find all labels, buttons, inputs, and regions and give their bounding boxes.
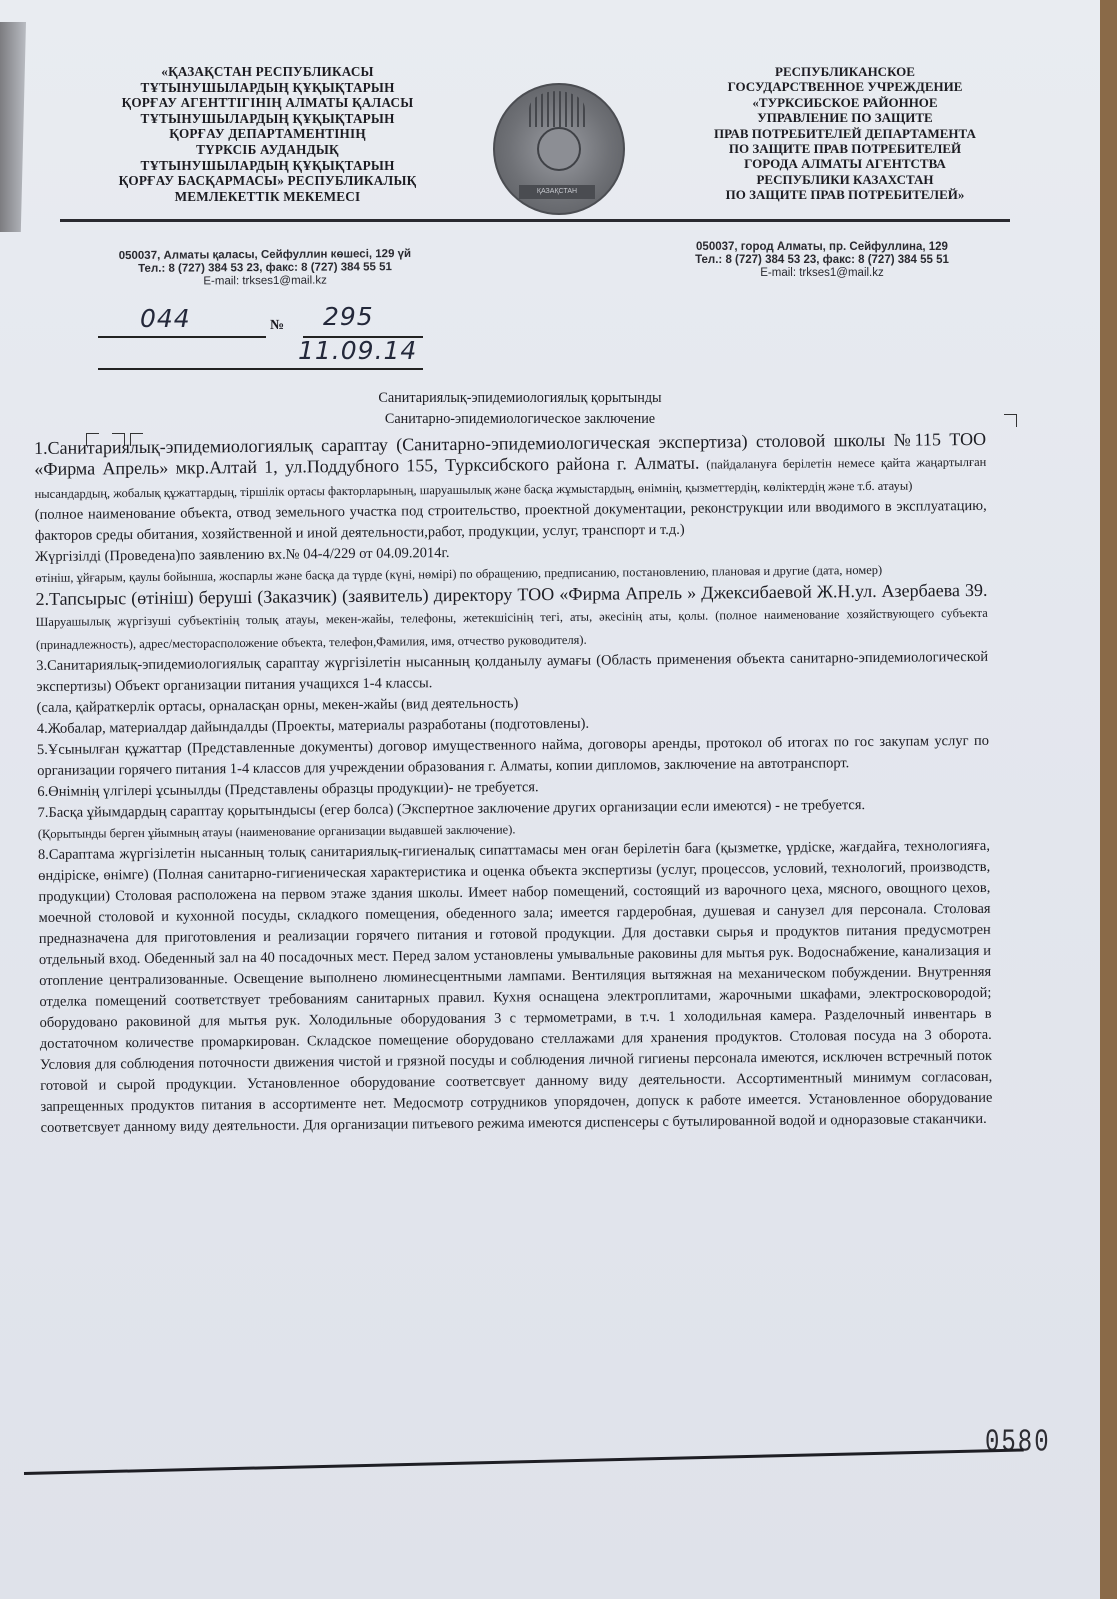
conducted-note: өтініш, ұйғарым, қаулы бойынша, жоспарлы және басқа да түрде (күні, нөмірі) по обращению, предписанию, постановлению, плановая и другие (дата, номер) [35,562,883,585]
corner-mark [1004,414,1017,427]
section-2 [35,580,988,656]
section-1-kz-note: (пайдалануға берілетін немесе қайта жаңартылған нысандардың, жобалық құжаттардың, тіршілік ортасы факторларының, шаруашылық және басқа жұмыстардың, өнімнің, қызметтердің, көліктердің және т.б. атауы) [34,454,987,501]
header-line: ПО ЗАЩИТЕ ПРАВ ПОТРЕБИТЕЛЕЙ» [725,187,965,203]
contact-phone: Тел.: 8 (727) 384 53 23, факс: 8 (727) 384 55 51 [695,254,949,266]
section-3-note: (сала, қайраткерлік ортасы, орналасқан орны, мекен-жайы (вид деятельность) [36,695,519,716]
contact-email: E-mail: trkses1@mail.kz [760,267,884,279]
state-emblem-icon [493,83,625,215]
section-2-note: Шаруашылық жүргізуші субъектінің толық атауы, мекен-жайы, телефоны, жетекшісінің тегі, аты, әкесінің аты, қолы. (полное наименование хозяйствующего субъекта (принадлежность), адрес/месторасположение объекта, телефон,Фамилия, имя, отчество руководителя). [35,605,988,652]
title-kazakh: Санитариялық-эпидемиологиялық қорытынды [378,390,662,406]
header-line: «ТУРКСИБСКОЕ РАЙОННОЕ [752,94,938,110]
registration-number: 295 [323,302,374,331]
section-7: 7.Басқа ұйымдардың сараптау қорытындысы (егер болса) (Экспертное заключение других организации если имеются) - не требуется. [37,797,866,821]
section-4: 4.Жобалар, материалдар дайындалды (Проекты, материалы разработаны (подготовлены). [36,715,590,737]
header-line: ҚОРҒАУ ДЕПАРТАМЕНТІНІҢ [169,126,366,142]
header-line: МЕМЛЕКЕТТІК МЕКЕМЕСІ [174,188,361,204]
header-divider [60,219,1010,222]
section-1-text: 1.Санитариялық-эпидемиологиялық сараптау (Санитарно-эпидемиологическая экспертиза) столовой школы №115 ТОО «Фирма Апрель» мкр.Алтай 1, ул.Поддубного 155, Турксибского района г. Алматы. [34,428,987,479]
section-2-text: 2.Тапсырыс (өтініш) беруші (Заказчик) (заявитель) директору ТОО «Фирма Апрель » Джексибаевой Ж.Н.ул. [35,580,877,609]
contact-phone: Тел.: 8 (727) 384 53 23, факс: 8 (727) 384 55 51 [138,261,392,275]
header-russian [690,64,1000,203]
contact-block-russian [672,241,972,280]
title-russian: Санитарно-эпидемиологическое заключение [384,411,656,427]
registration-date: 11.09.14 [298,336,418,365]
emblem-rays [529,91,585,127]
header-line: РЕСПУБЛИКАНСКОЕ [775,64,915,79]
section-2-address: Азербаева 39. [881,579,988,601]
header-line: ПРАВ ПОТРЕБИТЕЛЕЙ ДЕПАРТАМЕНТА [714,125,976,141]
registration-block [98,302,428,376]
underline [98,336,266,338]
header-line: ТҰТЫНУШЫЛАРДЫҢ ҚҰҚЫҚТАРЫН [140,110,395,126]
header-line: ТҰТЫНУШЫЛАРДЫҢ ҚҰҚЫҚТАРЫН [140,79,395,95]
underline [98,368,423,370]
header-kazakh [90,64,445,204]
contact-address: 050037, Алматы қаласы, Сейфуллин көшесі, 129 үй [118,247,412,263]
contact-address: 050037, город Алматы, пр. Сейфуллина, 129 [696,241,948,253]
section-1 [34,429,987,505]
section-7-note: (Қорытынды берген ұйымның атауы (наименование организации выдавшей заключение). [37,822,516,841]
header-line: ГОСУДАРСТВЕННОЕ УЧРЕЖДЕНИЕ [727,79,963,95]
registration-code: 044 [140,304,191,333]
footer-divider [24,1448,1024,1475]
emblem-band: ҚАЗАҚСТАН [519,185,595,199]
header-line: «ҚАЗАҚСТАН РЕСПУБЛИКАСЫ [161,64,374,79]
document-title [300,388,740,430]
header-line: ТҰТЫНУШЫЛАРДЫҢ ҚҰҚЫҚТАРЫН [140,157,395,173]
header-line: ГОРОДА АЛМАТЫ АГЕНТСТВА [744,156,946,172]
section-3: 3.Санитариялық-эпидемиологиялық сараптау жүргізілетін нысанның қолданылу аумағы (Область применения объекта санитарно-эпидемиологической экспертизы) Объект организации питания учащихся 1-4 классы. [36,648,989,695]
header-line: ҚОРҒАУ БАСҚАРМАСЫ» РЕСПУБЛИКАЛЫҚ [118,173,417,189]
section-1-ru-note: (полное наименование объекта, отвод земельного участка под строительство, проектной документации, реконструкции или вводимого в эксплуатацию, факторов среды обитания, хозяйственной и иной деятельности,работ, продукции, услуг, транспорт и т.д.) [34,497,987,544]
section-6: 6.Өнімнің үлгілері ұсынылды (Представлены образцы продукции)- не требуется. [37,779,539,800]
conducted-line: Жүргізілді (Проведена)по заявлению вх.№ 04-4/229 от 04.09.2014г. [35,545,450,565]
contact-block-kazakh [95,248,435,289]
contact-email: E-mail: trkses1@mail.kz [203,274,327,288]
header-line: ПО ЗАЩИТЕ ПРАВ ПОТРЕБИТЕЛЕЙ [728,141,962,157]
page-number-stamp: 0580 [985,1425,1051,1462]
header-line: УПРАВЛЕНИЕ ПО ЗАЩИТЕ [757,110,933,126]
header-line: РЕСПУБЛИКИ КАЗАХСТАН [756,171,934,187]
header-line: ҚОРҒАУ АГЕНТТІГІНІҢ АЛМАТЫ ҚАЛАСЫ [121,95,414,111]
section-5: 5.Ұсынылған құжаттар (Представленные документы) договор имущественного найма, договоры аренды, протокол об итогах по гос закупам услуг по организации горячего питания 1-4 классов для учреждении образования г. Алматы, копии дипломов, заключение на автотранспорт. [36,732,990,779]
number-label: № [270,318,285,333]
section-8: 8.Сараптама жүргізілетін нысанның толық санитариялық-гигиеналық сипаттамасы мен оған берілетін баға (қызметке, үрдіске, жағдайға, технологияға, өндіріске, өнімге) (Полная санитарно-гигиеническая характеристика и оценка объекта экспертизы (услуг, процессов, условий, технологий, производств, продукции) Столовая расположена на первом этаже здания школы. Имеет набор помещений, состоящий из варочного цеха, мясного, овощного цехов, моечной столовой и кухонной посуды, складкого помещения, обеденного зала; имеется гардеробная, душевая и санузел для персонала. Столовая предназначена для приготовления и реализации горячего питания и готовой продукции. Для доставки сырья и продуктов питания предусмотрен отдельный вход. Обеденный зал на 40 посадочных мест. Перед залом установлены умывальные раковины для мытья рук. Водоснабжение, канализация и отопление централизованные. Освещение выполнено люминесцентными лампами. Вентиляция вытяжная на механическом побуждении. Внутренняя отделка помещений соответствует требованиям санитарных правил. Кухня оснащена электроплитами, жарочными шкафами, электросковородой; оборудовано раковиной для мытья рук. Холодильные оборудования 3 с термометрами, в т.ч. 1 холодильная камера. Разделочный инвентарь в достаточном количестве промаркирован. Складское помещение оборудовано стеллажами для хранения продуктов. Столовая посуда на 3 оборота. Условия для соблюдения поточности движения чистой и грязной посуды и соблюдения личной гигиены персонала имеются, исключен встречный поток готовой и сырой продукции. Установленное оборудование соответсвует данному виду деятельности. Ассортиментный минимум согласован, запрещенных продуктов питания в ассортименте нет. Медосмотр сотрудников упорядочен, допуск к работе имеется. Установленное оборудование соответсвует данному виду деятельности. Для организации питьевого режима имеются диспенсеры с бутылированной водой и одноразовые стаканчики. [37,837,993,1136]
emblem-shanyrak [537,127,581,171]
document-body [34,429,993,1139]
header-line: ТҮРКСІБ АУДАНДЫҚ [196,141,339,157]
